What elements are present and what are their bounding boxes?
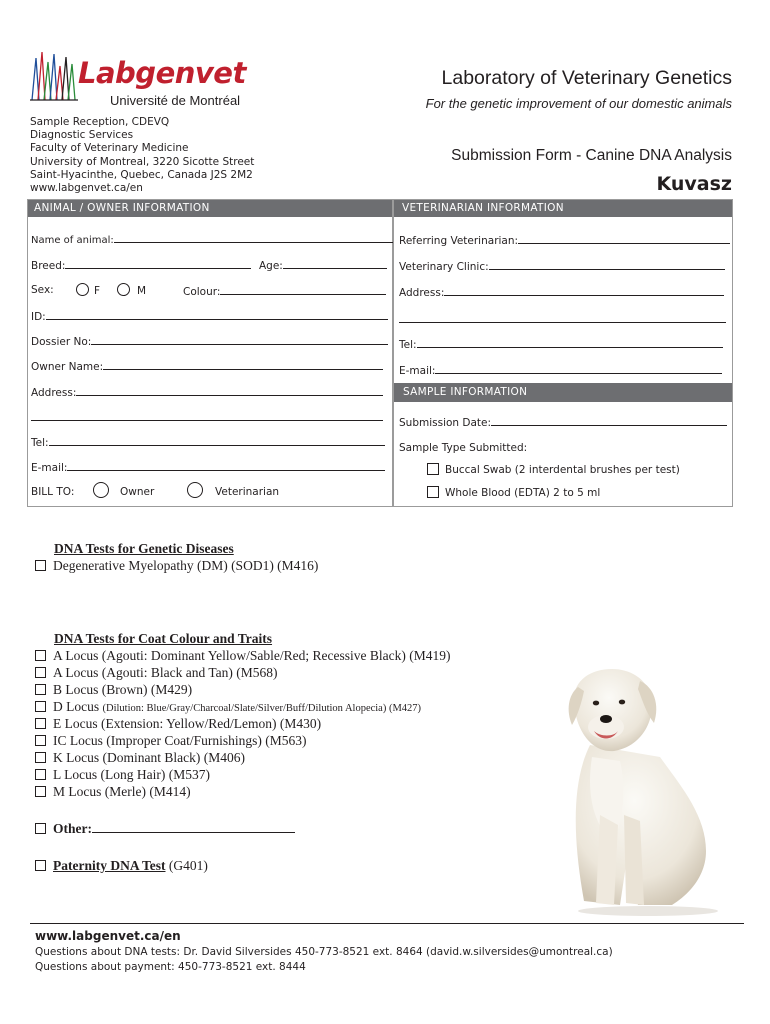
test-item-label: L Locus (Long Hair) (M537) xyxy=(53,767,210,782)
checkbox-icon[interactable] xyxy=(35,752,46,763)
test-item[interactable] xyxy=(35,648,450,664)
owner-address-line-2[interactable] xyxy=(31,420,383,421)
test-item-label: Degenerative Myelopathy (DM) (SOD1) (M416) xyxy=(53,558,319,573)
owner-name-field[interactable] xyxy=(31,360,383,373)
id-field[interactable] xyxy=(31,310,388,323)
vet-address-label: Address: xyxy=(399,287,445,299)
other-test-label: Other: xyxy=(53,821,92,836)
checkbox-icon[interactable] xyxy=(35,823,46,834)
test-item[interactable] xyxy=(35,558,318,574)
sex-f-radio[interactable] xyxy=(76,283,89,296)
clinic-field[interactable] xyxy=(399,260,725,273)
test-item[interactable] xyxy=(35,784,191,800)
referring-vet-field[interactable] xyxy=(399,234,730,247)
vet-section-header: VETERINARIAN INFORMATION xyxy=(394,200,732,217)
kuvasz-dog-photo xyxy=(560,665,720,917)
test-item[interactable] xyxy=(35,716,321,732)
address-line: Saint-Hyacinthe, Quebec, Canada J2S 2M2 xyxy=(30,168,253,181)
checkbox-icon[interactable] xyxy=(35,718,46,729)
owner-address-field[interactable] xyxy=(31,386,383,399)
vet-address-line-2[interactable] xyxy=(399,322,726,323)
footer-dna-contact: Questions about DNA tests: Dr. David Silversides 450-773-8521 ext. 8464 (david.w.silversides@umontreal.ca) xyxy=(35,946,613,958)
sex-label: Sex: xyxy=(31,284,54,296)
bill-owner-label: Owner xyxy=(120,486,155,498)
whole-blood-label: Whole Blood (EDTA) 2 to 5 ml xyxy=(445,487,601,499)
vet-tel-field[interactable] xyxy=(399,338,723,351)
owner-section-header: ANIMAL / OWNER INFORMATION xyxy=(28,200,392,217)
footer-website-link[interactable]: www.labgenvet.ca/en xyxy=(35,929,181,943)
animal-name-label: Name of animal: xyxy=(31,235,114,246)
breed-label: Breed: xyxy=(31,260,66,272)
bill-vet-label: Veterinarian xyxy=(215,486,280,498)
age-field[interactable] xyxy=(259,259,387,272)
animal-name-field[interactable] xyxy=(31,233,393,246)
sex-f-label: F xyxy=(94,285,101,297)
id-label: ID: xyxy=(31,311,46,323)
vet-email-label: E-mail: xyxy=(399,365,436,377)
test-item[interactable] xyxy=(35,665,278,681)
paternity-test-label: Paternity DNA Test xyxy=(53,858,166,873)
test-item[interactable] xyxy=(35,733,306,749)
test-item-label: K Locus (Dominant Black) (M406) xyxy=(53,750,245,765)
checkbox-icon[interactable] xyxy=(35,860,46,871)
test-item[interactable] xyxy=(35,750,245,766)
test-item-label: B Locus (Brown) (M429) xyxy=(53,682,193,697)
test-item[interactable] xyxy=(35,682,192,698)
vet-address-field[interactable] xyxy=(399,286,724,299)
checkbox-icon[interactable] xyxy=(35,701,46,712)
address-line: Faculty of Veterinary Medicine xyxy=(30,142,189,155)
owner-address-label: Address: xyxy=(31,387,77,399)
sample-type-label: Sample Type Submitted: xyxy=(399,442,528,454)
owner-tel-label: Tel: xyxy=(31,437,49,449)
breed-title: Kuvasz xyxy=(656,173,732,195)
owner-email-field[interactable] xyxy=(31,461,385,474)
dossier-label: Dossier No: xyxy=(31,336,92,348)
checkbox-icon[interactable] xyxy=(35,650,46,661)
checkbox-icon[interactable] xyxy=(35,735,46,746)
test-item[interactable] xyxy=(35,767,210,783)
submission-date-label: Submission Date: xyxy=(399,417,492,429)
checkbox-icon[interactable] xyxy=(35,684,46,695)
address-line: Sample Reception, CDEVQ xyxy=(30,116,170,128)
owner-name-label: Owner Name: xyxy=(31,361,104,373)
bill-owner-radio[interactable] xyxy=(93,482,109,498)
checkbox-icon[interactable] xyxy=(35,667,46,678)
colour-field[interactable] xyxy=(183,285,386,298)
reception-address xyxy=(30,116,254,195)
owner-email-label: E-mail: xyxy=(31,462,68,474)
sex-m-label: M xyxy=(137,285,147,297)
test-item-label: E Locus (Extension: Yellow/Red/Lemon) (M430) xyxy=(53,716,322,731)
checkbox-icon[interactable] xyxy=(35,769,46,780)
bill-to-label: BILL TO: xyxy=(31,486,75,498)
owner-tel-field[interactable] xyxy=(31,436,385,449)
breed-field[interactable] xyxy=(31,259,251,272)
logo-subtitle: Université de Montréal xyxy=(110,93,241,108)
vet-tel-label: Tel: xyxy=(399,339,417,351)
address-line: Diagnostic Services xyxy=(30,129,134,142)
test-item-label: D Locus xyxy=(53,699,100,714)
test-item-label: A Locus (Agouti: Dominant Yellow/Sable/Red; Recessive Black) (M419) xyxy=(53,648,451,663)
checkbox-icon[interactable] xyxy=(35,560,46,571)
sample-section-header: SAMPLE INFORMATION xyxy=(394,383,732,402)
coat-tests-heading: DNA Tests for Coat Colour and Traits xyxy=(54,631,273,646)
paternity-test[interactable] xyxy=(35,858,208,874)
colour-label: Colour: xyxy=(183,286,221,298)
test-item-label: IC Locus (Improper Coat/Furnishings) (M563) xyxy=(53,733,307,748)
bill-vet-radio[interactable] xyxy=(187,482,203,498)
paternity-test-code: (G401) xyxy=(168,858,208,873)
address-line: www.labgenvet.ca/en xyxy=(30,182,143,195)
test-item-label: M Locus (Merle) (M414) xyxy=(53,784,191,799)
test-item[interactable] xyxy=(35,699,421,715)
checkbox-icon[interactable] xyxy=(35,786,46,797)
vet-email-field[interactable] xyxy=(399,364,722,377)
lab-title: Laboratory of Veterinary Genetics xyxy=(441,67,732,89)
d-locus-detail: (Dilution: Blue/Gray/Charcoal/Slate/Silver/Buff/Dilution Alopecia) (M427) xyxy=(102,703,422,714)
footer-divider xyxy=(30,923,744,924)
sex-m-radio[interactable] xyxy=(117,283,130,296)
age-label: Age: xyxy=(259,260,283,272)
whole-blood-checkbox[interactable] xyxy=(427,486,439,498)
test-item-label: A Locus (Agouti: Black and Tan) (M568) xyxy=(53,665,278,680)
form-title: Submission Form - Canine DNA Analysis xyxy=(451,147,732,164)
submission-date-field[interactable] xyxy=(399,416,727,429)
logo-wordmark: Labgenvet xyxy=(78,56,246,90)
referring-vet-label: Referring Veterinarian: xyxy=(399,235,519,247)
dossier-field[interactable] xyxy=(31,335,388,348)
clinic-label: Veterinary Clinic: xyxy=(399,261,489,273)
address-line: University of Montreal, 3220 Sicotte Street xyxy=(30,155,255,168)
lab-tagline: For the genetic improvement of our domestic animals xyxy=(425,96,732,111)
buccal-swab-checkbox[interactable] xyxy=(427,463,439,475)
disease-tests-heading: DNA Tests for Genetic Diseases xyxy=(54,541,234,556)
footer-payment-contact: Questions about payment: 450-773-8521 ext. 8444 xyxy=(35,961,306,973)
other-test-field[interactable] xyxy=(35,821,295,837)
buccal-swab-label: Buccal Swab (2 interdental brushes per test) xyxy=(445,464,680,476)
